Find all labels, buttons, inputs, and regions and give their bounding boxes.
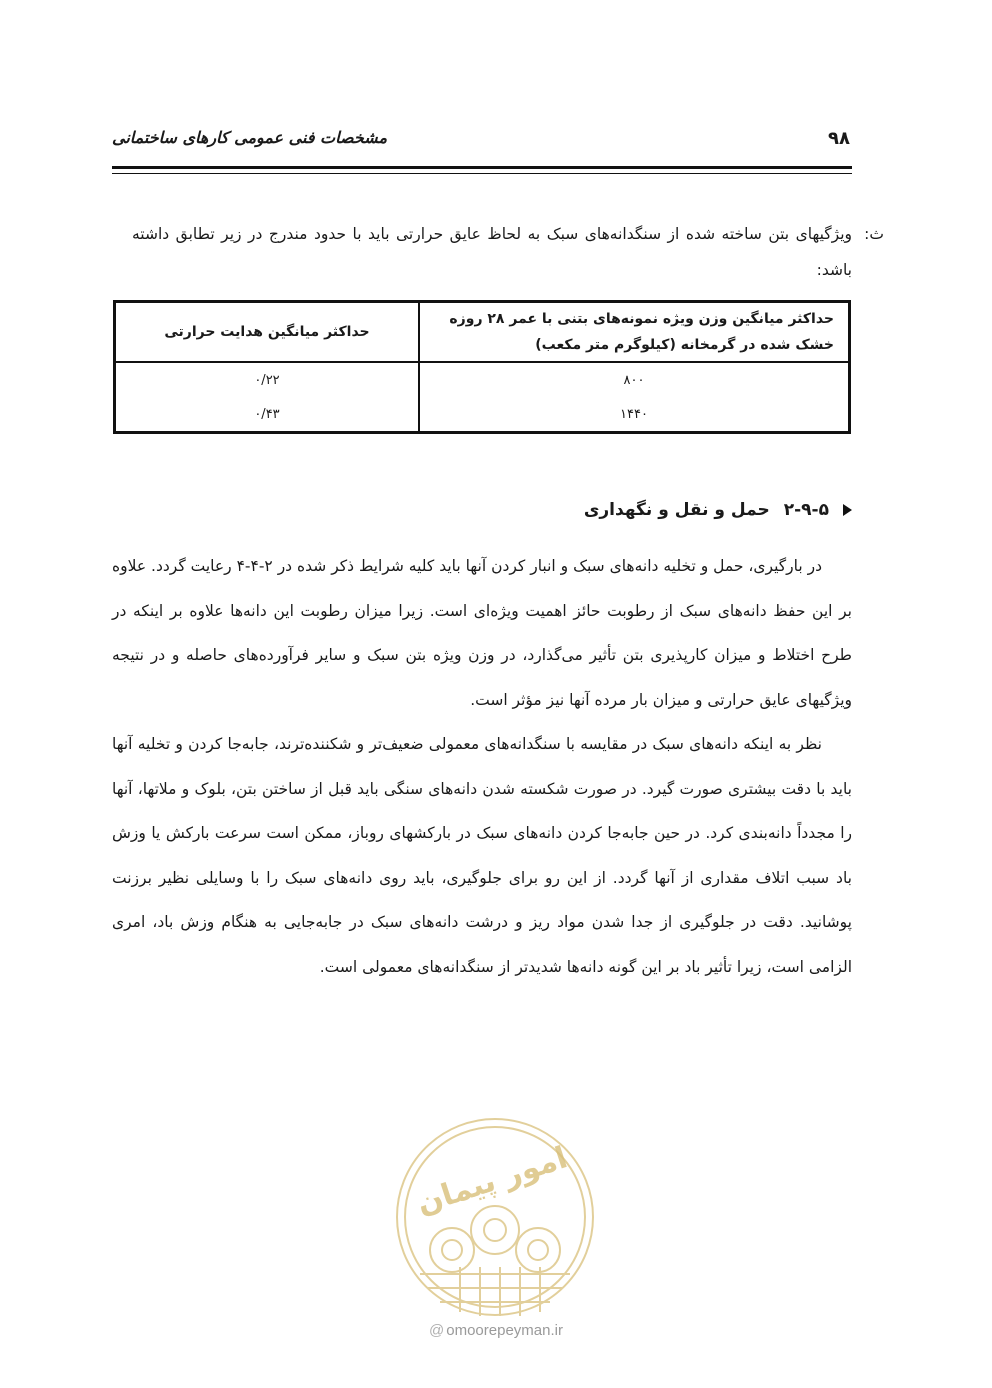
body-text <box>112 544 852 989</box>
table-header-row <box>115 302 850 363</box>
table-row <box>115 362 850 397</box>
section-number: ۲-۹-۵ <box>783 500 829 520</box>
thermal-properties-table <box>113 300 851 434</box>
body-paragraph: در بارگیری، حمل و تخلیه دانه‌های سبک و انبار کردن آنها باید کلیه شرایط ذکر شده در ۲-۴-۴ رعایت گردد. علاوه بر این حفظ دانه‌های سبک از رطوبت حائز اهمیت ویژه‌ای است. زیرا میزان رطوبت این دانه‌ها علاوه بر اینکه در طرح اختلاط و میزان کارپذیری بتن تأثیر می‌گذارد، در وزن ویژه بتن سبک و سایر فرآورده‌های حاصله و در نتیجه ویژگیهای عایق حرارتی و میزان بار مرده آنها نیز مؤثر است. <box>112 557 852 709</box>
table-cell-conductivity: ۰/۲۲ <box>115 362 420 397</box>
table-row <box>115 397 850 433</box>
table-cell-density: ۱۴۴۰ <box>419 397 850 433</box>
at-sign-icon: @ <box>429 1322 445 1339</box>
body-paragraph: نظر به اینکه دانه‌های سبک در مقایسه با سنگدانه‌های معمولی ضعیف‌تر و شکننده‌ترند، جابه‌جا کردن و تخلیه آنها باید با دقت بیشتری صورت گیرد. در صورت شکسته شدن دانه‌های سنگی باید قبل از ساختن بتن، بلوک و ملاتها، آنها را مجدداً دانه‌بندی کرد. در حین جابه‌جا کردن دانه‌های سبک در بارکشهای روباز، ممکن است سرعت بارکش یا وزش باد سبب اتلاف مقداری از آنها گردد. از این رو برای جلوگیری، باید روی دانه‌های سبک را با وسایلی نظیر برزنت پوشانید. دقت در جلوگیری از جدا شدن مواد ریز و درشت دانه‌های سبک در جابه‌جایی به هنگام وزش باد، امری الزامی است، زیرا تأثیر باد بر این گونه دانه‌ها شدیدتر از سنگدانه‌های معمولی است. <box>112 735 852 976</box>
header-rule-thick <box>112 166 852 169</box>
watermark-logo <box>390 1112 600 1322</box>
section-heading <box>584 500 852 520</box>
intro-paragraph <box>132 216 884 288</box>
column-header-density: حداکثر میانگین وزن ویژه نمونه‌های بتنی با عمر ۲۸ روزه خشک شده در گرمخانه (کیلوگرم متر مکعب) <box>419 302 850 363</box>
page-number: ۹۸ <box>828 128 850 149</box>
section-title: حمل و نقل و نگهداری <box>583 500 770 520</box>
running-title: مشخصات فنی عمومی کارهای ساختمانی <box>112 128 388 147</box>
watermark-url <box>0 1322 992 1339</box>
intro-text: ویژگیهای بتن ساخته شده از سنگدانه‌های سبک به لحاظ عایق حرارتی باید با حدود مندرج در زیر تطابق داشته باشد: <box>132 225 852 279</box>
triangle-bullet-icon <box>843 504 852 516</box>
header-rule-thin <box>112 173 852 174</box>
watermark-url-text: omoorepeyman.ir <box>446 1322 563 1339</box>
table-cell-density: ۸۰۰ <box>419 362 850 397</box>
column-header-conductivity: حداکثر میانگین هدایت حرارتی <box>115 302 420 363</box>
table-cell-conductivity: ۰/۴۳ <box>115 397 420 433</box>
watermark-logo-text: امور پیمان <box>412 1140 572 1222</box>
item-marker: ث: <box>864 225 884 243</box>
